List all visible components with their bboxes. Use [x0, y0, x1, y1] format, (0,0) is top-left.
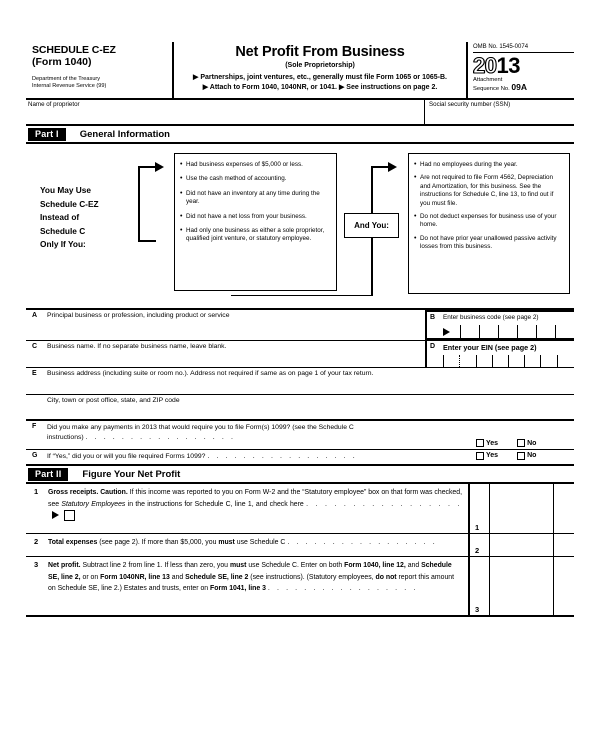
city-state-zip-label: City, town or post office, state, and ZIP code — [47, 397, 180, 404]
condition-item — [180, 175, 330, 183]
row-a-b — [26, 310, 574, 341]
line-3-number: 3 — [34, 560, 39, 569]
item-letter-g: G — [32, 452, 38, 459]
bullet-icon: • — [414, 213, 417, 221]
ein-cell[interactable] — [557, 355, 573, 367]
code-cell[interactable] — [498, 325, 517, 338]
condition-text: Had no employees during the year. — [420, 161, 518, 168]
form-page — [26, 42, 574, 690]
f-yes-checkbox[interactable] — [476, 439, 484, 447]
code-cell[interactable] — [555, 325, 574, 338]
line-3-dollars-input[interactable] — [489, 557, 553, 615]
ein-cell[interactable] — [459, 355, 475, 367]
leader-dots: . . . . . . . . . . . . . . . . . — [85, 433, 236, 441]
line-3-ref-3: Form 1040NR, line 13 — [100, 573, 170, 581]
g-no-checkbox[interactable] — [517, 452, 525, 460]
part-1-header — [26, 126, 574, 144]
item-c-label: Business name. If no separate business name, leave blank. — [47, 343, 227, 350]
leader-dots: . . . . . . . . . . . . . . . . . — [207, 453, 358, 460]
bullet-icon: • — [180, 161, 183, 168]
attach-instructions — [174, 73, 466, 92]
item-e-label: Business address (including suite or room no.). Address not required if same as on page 1 of your tax return. — [47, 370, 374, 377]
line-1-dollars-input[interactable] — [489, 484, 553, 533]
connector-line — [138, 166, 156, 168]
line-2-bold-mid: must — [218, 539, 235, 546]
form-header — [26, 42, 574, 100]
condition-text: Use the cash method of accounting. — [186, 175, 287, 183]
eligibility-label-line: Schedule C-EZ — [40, 198, 99, 209]
arrow-right-icon: ▶ — [193, 74, 199, 81]
ein-cell[interactable] — [508, 355, 524, 367]
condition-text: Had business expenses of $5,000 or less. — [186, 161, 303, 168]
tax-year — [473, 54, 574, 77]
item-letter-f: F — [32, 423, 37, 430]
item-g-question — [47, 452, 476, 463]
condition-text: Had only one business as either a sole proprietor, qualified joint venture, or statutory employee. — [186, 227, 325, 243]
item-b-label: Enter business code (see page 2) — [443, 314, 539, 321]
line-3-conn-5: report this amount on Schedule SE, line 2.) Estates and trusts, enter on — [48, 573, 455, 592]
triangle-pointer-icon — [52, 511, 59, 519]
ein-grid[interactable] — [427, 355, 574, 367]
bullet-icon: • — [180, 227, 183, 235]
arrow-right-icon — [388, 162, 397, 172]
line-2-row — [26, 534, 574, 557]
item-g-label: If “Yes,” did you or will you file required Forms 1099? — [47, 453, 206, 460]
item-g-answers — [476, 452, 574, 463]
eligibility-label-line: Only If You: — [40, 239, 86, 249]
ein-cell[interactable] — [524, 355, 540, 367]
code-cell[interactable] — [460, 325, 479, 338]
ssn-label: Social security number (SSN) — [429, 101, 511, 108]
item-b-heading — [430, 314, 574, 321]
line-1-cents-input[interactable] — [553, 484, 574, 533]
item-letter-d: D — [430, 343, 436, 350]
item-a-label: Principal business or profession, including product or service — [47, 312, 230, 319]
condition-text: Do not have prior year unallowed passive activity losses from this business. — [420, 234, 557, 251]
item-letter-e: E — [32, 370, 37, 377]
item-f-answers — [476, 423, 574, 448]
condition-item — [180, 190, 330, 207]
schedule-identity — [26, 42, 174, 98]
form-subtitle: (Sole Proprietorship) — [285, 62, 355, 69]
field-b-business-code[interactable] — [425, 310, 574, 340]
condition-item — [180, 161, 330, 169]
tax-year-century: 20 — [473, 53, 497, 78]
part-2-badge: Part II — [28, 468, 68, 481]
ein-cell[interactable] — [476, 355, 492, 367]
schedule-title: SCHEDULE C-EZ — [32, 44, 116, 56]
ein-cell[interactable] — [492, 355, 508, 367]
bullet-icon: • — [180, 175, 183, 183]
item-d-label: Enter your EIN (see page 2) — [443, 343, 537, 352]
line-2-dollars-input[interactable] — [489, 534, 553, 556]
part-1-badge: Part I — [28, 128, 66, 141]
ein-cell[interactable] — [443, 355, 459, 367]
bullet-icon: • — [180, 212, 183, 220]
connector-line — [231, 295, 372, 297]
business-code-grid[interactable] — [441, 325, 574, 338]
eligibility-left-label — [40, 184, 132, 252]
connector-line — [371, 166, 373, 214]
line-3-amount-number — [468, 557, 489, 615]
sequence-number: 09A — [511, 82, 527, 92]
schedule-form-number: (Form 1040) — [32, 56, 92, 68]
sequence-line — [473, 84, 574, 93]
omb-block — [468, 42, 574, 98]
field-c-business-name[interactable] — [26, 341, 425, 367]
row-c-d — [26, 341, 574, 368]
code-cell[interactable] — [517, 325, 536, 338]
condition-item — [414, 174, 563, 208]
proprietor-name-label: Name of proprietor — [28, 101, 80, 108]
bullet-icon: • — [414, 234, 417, 242]
page-title: Net Profit From Business — [235, 44, 405, 60]
field-d-ein[interactable] — [425, 341, 574, 367]
g-yes-label: Yes — [486, 452, 499, 459]
department-line-2: Internal Revenue Service (99) — [32, 83, 107, 89]
condition-item — [414, 161, 563, 169]
condition-item — [180, 227, 330, 244]
left-conditions-box — [174, 153, 337, 291]
ssn-field[interactable] — [425, 100, 574, 124]
condition-text: Did not have a net loss from your business. — [186, 212, 307, 220]
code-cell[interactable] — [536, 325, 555, 338]
row-f — [26, 421, 574, 450]
eligibility-label-line: Schedule C — [40, 225, 86, 236]
ein-cell[interactable] — [427, 355, 443, 367]
arrow-right-icon: ▶ — [202, 83, 209, 91]
item-f-line-1: Did you make any payments in 2013 that would require you to file Form(s) 1099? (see the Schedule C — [47, 424, 354, 431]
condition-text: Did not have an inventory at any time during the year. — [186, 189, 320, 206]
line-3-conn-3: and — [171, 573, 184, 581]
item-letter-a: A — [32, 312, 38, 319]
condition-item — [180, 213, 330, 221]
line-1-statutory-checkbox[interactable] — [64, 510, 75, 521]
right-conditions-box — [408, 153, 570, 294]
eligibility-diagram — [26, 144, 574, 310]
line-3-bold-lead: Net profit. — [48, 562, 81, 569]
condition-item — [414, 213, 563, 230]
eligibility-label-line: You May Use — [40, 185, 92, 195]
g-no-label: No — [527, 452, 537, 459]
part-1-title: General Information — [79, 128, 170, 140]
bullet-icon: • — [414, 161, 417, 168]
arrow-right-icon — [155, 162, 164, 172]
sequence-label: Sequence No. — [473, 86, 510, 92]
item-letter-b: B — [430, 314, 436, 321]
line-1-body: If this income was reported to you on Form W-2 and the “Statutory employee” box on that form was checked, see — [48, 489, 462, 508]
line-3-ref-5: do not — [375, 573, 397, 581]
line-3-row — [26, 557, 574, 617]
line-1-italic: Statutory Employees — [61, 500, 126, 508]
attach-line-2b: See instructions on page 2. — [346, 83, 438, 91]
line-3-body: Subtract line 2 from line 1. If less than zero, you — [82, 562, 229, 569]
omb-number: OMB No. 1545-0074 — [473, 44, 574, 53]
attach-line-2a: Attach to Form 1040, 1040NR, or 1041. — [209, 83, 337, 91]
item-f-line-2 — [47, 433, 476, 443]
line-3-amount-label: 3 — [475, 605, 480, 614]
line-3-conn-2: or on — [82, 573, 99, 581]
line-3-text — [48, 557, 468, 615]
line-1-bold-lead: Gross receipts. Caution. — [48, 489, 128, 496]
f-no-checkbox[interactable] — [517, 439, 525, 447]
item-f-question — [47, 423, 476, 448]
code-cell[interactable] — [479, 325, 498, 338]
bullet-icon: • — [180, 189, 183, 197]
field-city-state-zip[interactable] — [26, 395, 574, 421]
line-2-body-2: use Schedule C — [236, 539, 286, 546]
line-3-conn-4: (see instructions). (Statutory employees, — [250, 573, 374, 581]
line-3-body-2: use Schedule C. Enter on both — [248, 562, 343, 569]
part-2-title: Figure Your Net Profit — [82, 468, 181, 480]
line-1-body-2: in the instructions for Schedule C, line 1, and check here — [127, 500, 304, 508]
line-3-cents-input[interactable] — [553, 557, 574, 615]
line-3-conn-1: and — [407, 562, 420, 569]
ein-cell[interactable] — [540, 355, 556, 367]
leader-dots: . . . . . . . . . . . . . . . . . — [287, 539, 438, 546]
line-3-ref-1: Form 1040, line 12, — [344, 562, 406, 569]
leader-dots: . . . . . . . . . . . . . . . . . — [267, 585, 418, 592]
part-2-header — [26, 466, 574, 484]
name-ssn-row — [26, 100, 574, 126]
condition-item — [414, 235, 563, 252]
line-2-cents-input[interactable] — [553, 534, 574, 556]
condition-text: Do not deduct expenses for business use of your home. — [420, 213, 557, 229]
net-profit-lines — [26, 484, 574, 617]
leader-dots: . . . . . . . . . . . . . . . . . — [306, 500, 462, 508]
attachment-label: Attachment — [473, 77, 503, 83]
field-e-business-address[interactable] — [26, 368, 574, 395]
item-d-heading — [430, 343, 574, 352]
condition-text: Are not required to file Form 4562, Depreciation and Amortization, for this business. See the instructions for Schedule C, line 13, to find out if you must file. — [420, 174, 554, 207]
line-1-text — [48, 484, 468, 533]
proprietor-name-field[interactable] — [26, 100, 425, 124]
line-3-ref-2: Schedule SE, line 2, — [48, 562, 452, 581]
bullet-icon: • — [414, 174, 417, 182]
field-a-principal-business[interactable] — [26, 310, 425, 340]
connector-line — [371, 238, 373, 296]
line-2-number: 2 — [34, 537, 39, 546]
f-yes-label: Yes — [486, 440, 499, 447]
line-2-text — [48, 534, 468, 556]
tax-year-short: 13 — [496, 53, 520, 78]
line-2-amount-number — [468, 534, 489, 556]
line-1-row — [26, 484, 574, 534]
line-3-bold-mid: must — [229, 562, 247, 569]
line-2-bold-lead: Total expenses — [48, 539, 98, 546]
line-1-amount-number — [468, 484, 489, 533]
attach-line-1: Partnerships, joint ventures, etc., generally must file Form 1065 or 1065-B. — [200, 74, 447, 81]
department-line-1: Department of the Treasury — [32, 76, 101, 82]
row-g — [26, 450, 574, 466]
item-letter-c: C — [32, 343, 38, 350]
arrow-right-icon: ▶ — [338, 83, 345, 91]
line-1-number: 1 — [34, 487, 39, 496]
f-no-label: No — [527, 440, 537, 447]
and-you-box: And You: — [344, 213, 399, 238]
item-f-line-2-text: instructions) — [47, 433, 84, 441]
line-1-amount-label: 1 — [475, 523, 480, 532]
g-yes-checkbox[interactable] — [476, 452, 484, 460]
form-title-block — [174, 42, 468, 98]
line-2-body: (see page 2). If more than $5,000, you — [99, 539, 217, 546]
connector-line — [138, 240, 156, 242]
eligibility-label-line: Instead of — [40, 212, 80, 222]
code-cell[interactable] — [441, 325, 460, 338]
connector-line — [138, 166, 140, 242]
connector-line — [371, 166, 389, 168]
line-2-amount-label: 2 — [475, 546, 480, 555]
line-3-ref-6: Form 1041, line 3 — [210, 585, 266, 592]
line-3-ref-4: Schedule SE, line 2 — [185, 573, 249, 581]
